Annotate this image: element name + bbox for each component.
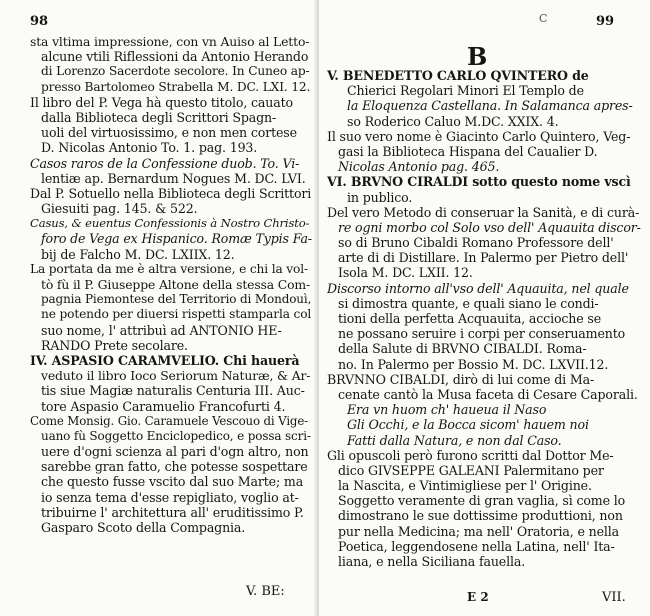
text-line: so di Bruno Cibaldi Romano Professore dell' [338,235,614,251]
text-line: dalla Biblioteca degli Scrittori Spagn- [41,109,277,125]
section-letter-heading: B [467,42,488,71]
text-line: suo nome, l' attribuì ad ANTONIO HE- [41,322,282,338]
text-line: veduto il libro Ioco Seriorum Naturæ, & Ar- [41,368,311,384]
text-line: Casus, & euentus Confessionis à Nostro Christo- [30,216,310,231]
verse-line: Fatti dalla Natura, e non dal Caso. [347,432,562,448]
text-line: sta vltima impressione, con vn Auiso al Letto- [30,34,310,49]
signature-mark: E 2 [467,590,489,604]
text-line: Il libro del P. Vega hà questo titolo, cauato [30,94,293,110]
text-line: uano fù Soggetto Enciclopedico, e possa scri- [41,428,311,443]
text-line: liana, e nella Siciliana fauella. [338,554,526,569]
text-line: La portata da me è altra versione, e chi la vol- [30,261,308,276]
text-line: Giesuiti pag. 145. & 522. [41,201,198,217]
corner-mark: C [539,12,548,25]
text-line: pur nella Medicina; ma nell' Oratoria, e nella [338,523,619,539]
left-page-number: 98 [30,14,49,29]
text-line: tore Aspasio Caramuelio Francofurti 4. [41,398,286,414]
text-line: dimostrano le sue dottissime produttioni, non [338,508,623,524]
text-line: io senza tema d'esse repigliato, voglio at- [41,489,299,505]
entry-heading: VI. BRVNO CIRALDI sotto questo nome vscì [327,174,631,190]
text-line: Nicolas Antonio pag. 465. [338,159,500,175]
text-line: Il suo vero nome è Giacinto Carlo Quintero, Veg- [327,128,631,144]
text-line: ne potendo per diuersi rispetti stamparla col [41,307,312,322]
right-catchword: VII. [602,590,626,605]
right-text-column [327,68,645,569]
text-line: Come Monsig. Gio. Caramuele Vescouo di Vige- [30,413,309,428]
text-line: Gli opuscoli però furono scritti dal Dottor Me- [327,447,614,463]
text-line: tribuirne l' architettura all' eruditissimo P. [41,504,304,520]
entry-heading: IV. ASPASIO CARAMVELIO. Chi hauerà [30,352,300,368]
text-line: tis siue Magiæ naturalis Centuria III. Auc- [41,383,305,399]
verse-line: Gli Occhi, e la Bocca sicom' hauem noi [347,417,589,433]
text-line: foro de Vega ex Hispanico. Romæ Typis Fa- [41,231,312,247]
right-page-number: 99 [596,14,615,29]
left-page [0,0,319,616]
text-line: re ogni morbo col Solo vso dell' Aquauita discor- [338,219,641,235]
text-line: la Eloquenza Castellana. In Salamanca apres- [347,98,633,114]
text-line: gasi la Biblioteca Hispana del Caualier D. [338,143,598,159]
text-line: alcune vtili Riflessioni da Antonio Herando [41,49,309,65]
verse-line: Era vn huom ch' haueua il Naso [347,402,547,418]
text-line: RANDO Prete secolare. [41,337,188,353]
text-line: cenate cantò la Musa faceta di Cesare Caporali. [338,386,638,402]
text-line: arte di di Distillare. In Palermo per Pietro dell' [338,250,629,266]
text-line: di Lorenzo Sacerdote secolore. In Cuneo ap- [41,64,310,79]
text-line: uoli del virtuosissimo, e non men cortese [41,125,297,141]
text-line: Poetica, leggendosene nella Latina, nell' Ita- [338,538,615,554]
text-line: bij de Falcho M. DC. LXIIX. 12. [41,246,235,262]
text-line: che questo fusse vscito dal suo Marte; ma [41,474,304,490]
text-line: Del vero Metodo di conseruar la Sanità, e di curà- [327,204,640,220]
text-line: pagnia Piemontese del Territorio di Mondouì, [41,292,312,307]
text-line: Discorso intorno all'vso dell' Aquauita, nel quale [327,280,629,296]
text-line: Soggetto veramente di gran vaglia, sì come lo [338,493,626,509]
text-line: dico GIVSEPPE GALEANI Palermitano per [338,462,604,478]
text-line: della Salute di BRVNO CIBALDI. Roma- [338,341,587,357]
text-line: tò fù il P. Giuseppe Altone della stessa Com- [41,277,311,292]
text-line: uere d'ogni scienza al pari d'ogn altro, non [41,444,309,460]
left-text-column [30,34,312,535]
text-line: la Nascita, e Vintimigliese per l' Origine. [338,478,592,494]
text-line: lentiæ ap. Bernardum Nogues M. DC. LVI. [41,170,306,186]
text-line: si dimostra quante, e quali siano le condi- [338,295,599,311]
text-line: tioni della perfetta Acquauita, accioche se [338,311,602,326]
text-line: BRVNNO CIBALDI, dirò di lui come di Ma- [327,371,595,387]
text-line: Dal P. Sotuello nella Biblioteca degli Scrittori [30,185,312,201]
text-line: D. Nicolas Antonio To. 1. pag. 193. [41,140,258,156]
text-line: Isola M. DC. LXII. 12. [338,265,473,281]
entry-heading: V. BENEDETTO CARLO QVINTERO de [327,68,589,83]
text-line: so Roderico Caluo M.DC. XXIX. 4. [347,113,559,129]
text-line: no. In Palermo per Bossio M. DC. LXVII.12. [338,356,609,372]
text-line: Gasparo Scoto della Compagnia. [41,520,246,535]
text-line: sarebbe gran fatto, che potesse sospettare [41,459,308,475]
text-line: Casos raros de la Confessione duob. To. Vi- [30,155,300,171]
right-page [319,0,650,616]
left-catchword: V. BE: [246,584,285,599]
text-line: ne possano seruire i corpi per conseruamento [338,326,626,342]
text-line: in publico. [347,189,413,205]
text-line: Chierici Regolari Minori El Templo de [347,83,584,99]
text-line: presso Bartolomeo Strabella M. DC. LXI. 12. [41,79,311,94]
